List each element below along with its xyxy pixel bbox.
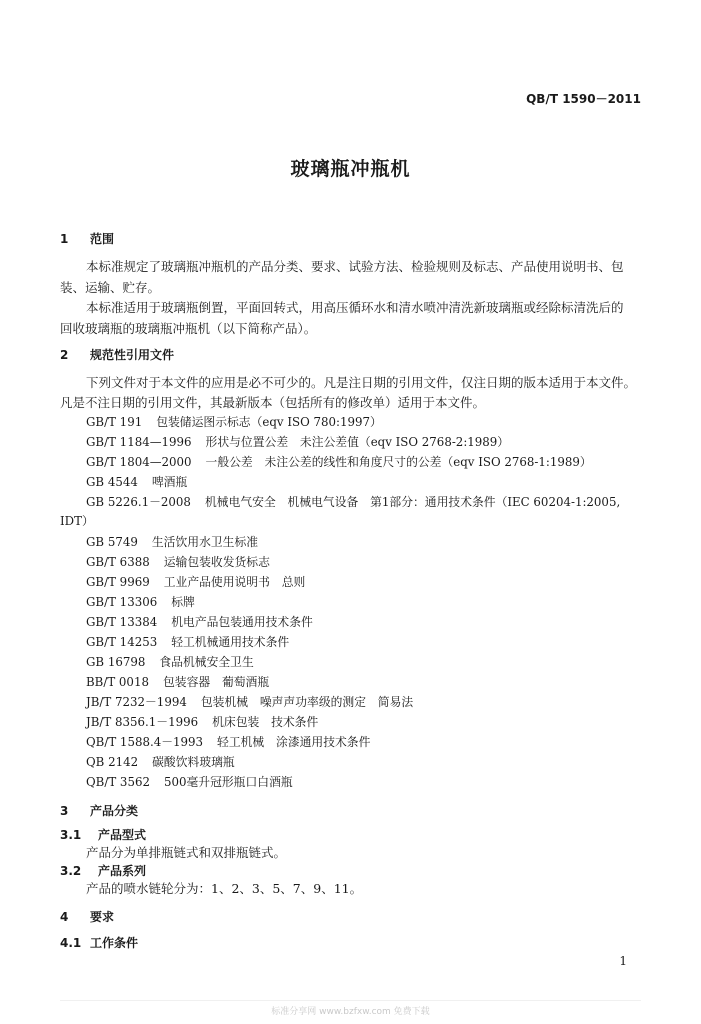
paragraph-line: 本标准规定了玻璃瓶冲瓶机的产品分类、要求、试验方法、检验规则及标志、产品使用说明书、包 <box>86 259 624 274</box>
reference-code: GB/T 13384 <box>86 615 158 629</box>
section-number: 1 <box>60 232 69 246</box>
reference-item <box>86 573 305 591</box>
reference-code: GB/T 13306 <box>86 595 158 609</box>
reference-item <box>86 713 318 731</box>
reference-title: 啤酒瓶 <box>151 475 188 489</box>
reference-item-continuation <box>60 512 94 530</box>
reference-title: 机电产品包装通用技术条件 <box>171 615 313 629</box>
section-title: 要求 <box>90 910 115 924</box>
reference-code: GB 16798 <box>86 655 146 669</box>
reference-code: BB/T 0018 <box>86 675 149 689</box>
watermark: 标准分享网 www.bzfxw.com 免费下载 <box>271 1007 430 1017</box>
reference-item <box>86 613 313 631</box>
reference-code: GB 5226.1－2008 <box>86 495 191 509</box>
reference-code: QB 2142 <box>86 755 139 769</box>
subsection-title: 工作条件 <box>90 936 139 950</box>
reference-code: JB/T 7232－1994 <box>86 695 187 709</box>
paragraph-line: 产品的喷水链轮分为：1、2、3、5、7、9、11。 <box>86 881 363 896</box>
reference-item <box>86 553 270 571</box>
reference-item <box>86 433 509 451</box>
reference-title: 轻工机械 涂漆通用技术条件 <box>217 735 371 749</box>
reference-title: 包装机械 噪声声功率级的测定 简易法 <box>200 695 414 709</box>
reference-code: GB/T 191 <box>86 415 143 429</box>
reference-code: GB 4544 <box>86 475 138 489</box>
subsection-4-1-heading <box>60 934 138 951</box>
subsection-title: 产品系列 <box>98 864 147 878</box>
reference-title: IDT） <box>60 514 94 528</box>
paragraph-line: 回收玻璃瓶的玻璃瓶冲瓶机（以下简称产品）。 <box>60 321 317 336</box>
reference-item <box>86 633 289 651</box>
subsection-3-1-heading <box>60 826 146 843</box>
document-title: 玻璃瓶冲瓶机 <box>290 158 411 180</box>
reference-item <box>86 673 269 691</box>
subsection-3-2-heading <box>60 862 146 879</box>
section-number: 2 <box>60 348 69 362</box>
section-1-heading <box>60 230 114 247</box>
reference-title: 运输包装收发货标志 <box>163 555 270 569</box>
section-2-heading <box>60 346 174 363</box>
reference-item <box>86 593 195 611</box>
reference-item <box>86 413 382 431</box>
reference-title: 机床包装 技术条件 <box>212 715 319 729</box>
reference-item <box>86 753 235 771</box>
reference-title: 500毫升冠形瓶口白酒瓶 <box>163 775 293 789</box>
reference-item <box>86 493 620 511</box>
reference-code: GB/T 1804—2000 <box>86 455 192 469</box>
reference-code: GB/T 14253 <box>86 635 158 649</box>
section-number: 4 <box>60 910 69 924</box>
paragraph-line: 凡是不注日期的引用文件，其最新版本（包括所有的修改单）适用于本文件。 <box>60 395 486 410</box>
reference-item <box>86 653 254 671</box>
section-title: 规范性引用文件 <box>90 348 175 362</box>
paragraph-line: 产品分为单排瓶链式和双排瓶链式。 <box>86 845 287 860</box>
paragraph-line: 装、运输、贮存。 <box>60 280 161 295</box>
reference-code: GB/T 9969 <box>86 575 150 589</box>
paragraph-line: 本标准适用于玻璃瓶倒置，平面回转式，用高压循环水和清水喷冲清洗新玻璃瓶或经除标清洗后的 <box>86 300 624 315</box>
section-title: 产品分类 <box>90 804 139 818</box>
reference-title: 标牌 <box>171 595 195 609</box>
reference-title: 机械电气安全 机械电气设备 第1部分：通用技术条件（IEC 60204-1:2005, <box>204 495 621 509</box>
subsection-number: 3.1 <box>60 828 82 842</box>
subsection-title: 产品型式 <box>98 828 147 842</box>
reference-title: 一般公差 未注公差的线性和角度尺寸的公差（eqv ISO 2768-1:1989） <box>205 455 592 469</box>
reference-item <box>86 773 293 791</box>
section-title: 范围 <box>90 232 115 246</box>
reference-code: QB/T 1588.4－1993 <box>86 735 204 749</box>
paragraph-line: 下列文件对于本文件的应用是必不可少的。凡是注日期的引用文件，仅注日期的版本适用于本文件。 <box>86 375 637 390</box>
page-number: 1 <box>619 954 627 968</box>
reference-item <box>86 533 258 551</box>
reference-title: 生活饮用水卫生标准 <box>151 535 259 549</box>
reference-item <box>86 453 592 471</box>
reference-title: 碳酸饮料玻璃瓶 <box>152 755 235 769</box>
reference-code: GB/T 1184—1996 <box>86 435 192 449</box>
reference-item <box>86 693 413 711</box>
section-3-heading <box>60 802 138 819</box>
reference-title: 包装容器 葡萄酒瓶 <box>162 675 270 689</box>
reference-code: GB/T 6388 <box>86 555 150 569</box>
reference-title: 包装储运图示标志（eqv ISO 780:1997） <box>156 415 382 429</box>
section-number: 3 <box>60 804 69 818</box>
reference-code: GB 5749 <box>86 535 138 549</box>
section-4-heading <box>60 908 114 925</box>
reference-code: JB/T 8356.1－1996 <box>86 715 199 729</box>
subsection-number: 4.1 <box>60 936 82 950</box>
reference-title: 轻工机械通用技术条件 <box>171 635 290 649</box>
footer-divider <box>60 1000 641 1001</box>
subsection-number: 3.2 <box>60 864 82 878</box>
reference-code: QB/T 3562 <box>86 775 150 789</box>
reference-title: 食品机械安全卫生 <box>159 655 254 669</box>
reference-item <box>86 473 187 491</box>
reference-title: 形状与位置公差 未注公差值（eqv ISO 2768-2:1989） <box>205 435 510 449</box>
standard-code: QB/T 1590－2011 <box>526 92 641 106</box>
reference-title: 工业产品使用说明书 总则 <box>163 575 306 589</box>
reference-item <box>86 733 370 751</box>
